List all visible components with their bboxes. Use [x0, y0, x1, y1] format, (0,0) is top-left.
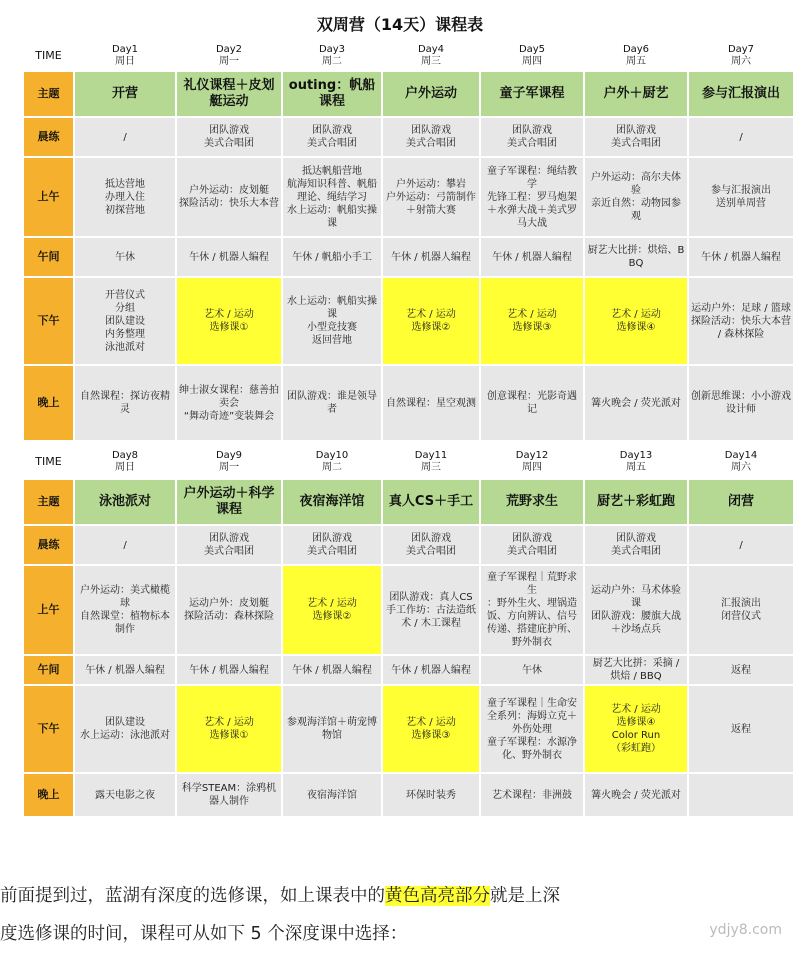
schedule-cell: 团队建设 水上运动：泳池派对: [74, 685, 176, 773]
day-header: Day13 周五: [584, 445, 688, 479]
elective-cell: 艺术 / 运动 选修课④: [584, 277, 688, 365]
schedule-week2: [22, 444, 795, 818]
schedule-cell: 环保时装秀: [382, 773, 480, 817]
schedule-cell: 童子军课程｜荒野求生 ：野外生火、埋锅造饭、方向辨认、信号传递、搭建庇护所、野外制衣: [480, 565, 584, 655]
schedule-cell: /: [74, 525, 176, 565]
time-header: TIME: [23, 445, 74, 479]
schedule-cell: 创意课程：光影奇遇记: [480, 365, 584, 441]
row-label-morning: 上午: [23, 157, 74, 237]
schedule-cell: 团队游戏：谁是领导者: [282, 365, 382, 441]
schedule-cell: 厨艺大比拼：采摘 / 烘焙 / BBQ: [584, 655, 688, 685]
schedule-cell: 团队游戏：真人CS 手工作坊：古法造纸术 / 木工课程: [382, 565, 480, 655]
schedule-cell: 午休 / 机器人编程: [176, 655, 282, 685]
schedule-cell: 艺术课程：非洲鼓: [480, 773, 584, 817]
elective-cell: 艺术 / 运动 选修课③: [382, 685, 480, 773]
schedule-cell: 篝火晚会 / 荧光派对: [584, 773, 688, 817]
schedule-cell: /: [74, 117, 176, 157]
schedule-cell: 午休: [480, 655, 584, 685]
elective-cell: 艺术 / 运动 选修课①: [176, 277, 282, 365]
schedule-cell: 团队游戏 美式合唱团: [480, 525, 584, 565]
schedule-cell: 午休 / 机器人编程: [282, 655, 382, 685]
paragraph-line-1: 前面提到过，蓝湖有深度的选修课，如上课表中的黄色高亮部分就是上深: [0, 886, 560, 906]
highlighted-phrase: 黄色高亮部分: [385, 886, 490, 906]
schedule-cell: 团队游戏 美式合唱团: [176, 117, 282, 157]
row-label-evening: 晚上: [23, 773, 74, 817]
schedule-week1: [22, 40, 795, 442]
theme-cell: 真人CS＋手工: [382, 479, 480, 525]
schedule-cell: 自然课程：星空观测: [382, 365, 480, 441]
theme-cell: 童子军课程: [480, 71, 584, 117]
theme-cell: 开营: [74, 71, 176, 117]
schedule-cell: 户外运动：高尔夫体验 亲近自然：动物园参观: [584, 157, 688, 237]
schedule-cell: 运动户外：马术体验课 团队游戏：腰旗大战＋沙场点兵: [584, 565, 688, 655]
day-header: Day7 周六: [688, 41, 794, 71]
day-header: Day11 周三: [382, 445, 480, 479]
schedule-cell: 户外运动：皮划艇 探险活动：快乐大本营: [176, 157, 282, 237]
day-header: Day8 周日: [74, 445, 176, 479]
schedule-cell: 运动户外：足球 / 篮球 探险活动：快乐大本营 / 森林探险: [688, 277, 794, 365]
schedule-cell: 返程: [688, 655, 794, 685]
row-label-morning-exercise: 晨练: [23, 525, 74, 565]
theme-cell: 礼仪课程＋皮划艇运动: [176, 71, 282, 117]
schedule-cell: 抵达帆船营地 航海知识科普、帆船理论、绳结学习 水上运动：帆船实操课: [282, 157, 382, 237]
day-header: Day1 周日: [74, 41, 176, 71]
day-header: Day12 周四: [480, 445, 584, 479]
day-header: Day9 周一: [176, 445, 282, 479]
schedule-cell: 童子军课程：绳结教学 先锋工程：罗马炮架＋水弹大战＋美式罗马大战: [480, 157, 584, 237]
schedule-cell: 团队游戏 美式合唱团: [282, 525, 382, 565]
theme-cell: 参与汇报演出: [688, 71, 794, 117]
theme-cell: 泳池派对: [74, 479, 176, 525]
schedule-cell: 午休 / 机器人编程: [480, 237, 584, 277]
schedule-cell: 午休 / 机器人编程: [688, 237, 794, 277]
schedule-cell: 团队游戏 美式合唱团: [282, 117, 382, 157]
elective-cell: 艺术 / 运动 选修课②: [282, 565, 382, 655]
day-header: Day4 周三: [382, 41, 480, 71]
schedule-cell: 夜宿海洋馆: [282, 773, 382, 817]
schedule-cell: 返程: [688, 685, 794, 773]
theme-cell: 户外运动: [382, 71, 480, 117]
schedule-cell: 抵达营地 办理入住 初探营地: [74, 157, 176, 237]
schedule-cell: 户外运动：攀岩 户外运动：弓箭制作＋射箭大赛: [382, 157, 480, 237]
paragraph-line-2: 度选修课的时间，课程可从如下 5 个深度课中选择：: [0, 924, 408, 944]
schedule-cell: 厨艺大比拼：烘焙、BBQ: [584, 237, 688, 277]
schedule-cell: 童子军课程｜生命安全系列：海姆立克＋外伤处理 童子军课程：水源净化、野外制衣: [480, 685, 584, 773]
schedule-cell: 午休 / 帆船小手工: [282, 237, 382, 277]
schedule-cell: 绅士淑女课程：慈善拍卖会 “舞动奇迹”变装舞会: [176, 365, 282, 441]
day-header: Day10 周二: [282, 445, 382, 479]
schedule-cell: 参观海洋馆＋萌宠博物馆: [282, 685, 382, 773]
day-header: Day2 周一: [176, 41, 282, 71]
schedule-cell: 水上运动：帆船实操课 小型竞技赛 返回营地: [282, 277, 382, 365]
schedule-cell: 篝火晚会 / 荧光派对: [584, 365, 688, 441]
schedule-cell: 团队游戏 美式合唱团: [176, 525, 282, 565]
day-header: Day5 周四: [480, 41, 584, 71]
theme-cell: 闭营: [688, 479, 794, 525]
schedule-cell: 团队游戏 美式合唱团: [584, 525, 688, 565]
schedule-cell: 午休 / 机器人编程: [382, 237, 480, 277]
row-label-afternoon: 下午: [23, 277, 74, 365]
time-header: TIME: [23, 41, 74, 71]
schedule-cell: 露天电影之夜: [74, 773, 176, 817]
schedule-cell: 户外运动：美式橄榄球 自然课堂：植物标本制作: [74, 565, 176, 655]
schedule-cell: 团队游戏 美式合唱团: [382, 525, 480, 565]
schedule-cell: /: [688, 525, 794, 565]
page-title: 双周营（14天）课程表: [316, 15, 484, 34]
schedule-cell: 午休: [74, 237, 176, 277]
schedule-cell: 参与汇报演出 送别单周营: [688, 157, 794, 237]
day-header: Day6 周五: [584, 41, 688, 71]
theme-cell: 荒野求生: [480, 479, 584, 525]
elective-cell: 艺术 / 运动 选修课③: [480, 277, 584, 365]
schedule-cell: 团队游戏 美式合唱团: [584, 117, 688, 157]
day-header: Day14 周六: [688, 445, 794, 479]
theme-cell: 夜宿海洋馆: [282, 479, 382, 525]
row-label-evening: 晚上: [23, 365, 74, 441]
schedule-cell: 自然课程：探访夜精灵: [74, 365, 176, 441]
schedule-cell: 团队游戏 美式合唱团: [480, 117, 584, 157]
schedule-cell: 团队游戏 美式合唱团: [382, 117, 480, 157]
row-label-theme: 主题: [23, 479, 74, 525]
theme-cell: 厨艺＋彩虹跑: [584, 479, 688, 525]
schedule-cell: 午休 / 机器人编程: [176, 237, 282, 277]
elective-cell: 艺术 / 运动 选修课④ Color Run （彩虹跑）: [584, 685, 688, 773]
schedule-cell: /: [688, 117, 794, 157]
watermark: ydjy8.com: [709, 922, 782, 938]
row-label-morning: 上午: [23, 565, 74, 655]
day-header: Day3 周二: [282, 41, 382, 71]
schedule-cell: 午休 / 机器人编程: [74, 655, 176, 685]
row-label-afternoon: 下午: [23, 685, 74, 773]
row-label-noon: 午间: [23, 237, 74, 277]
schedule-cell: 运动户外：皮划艇 探险活动：森林探险: [176, 565, 282, 655]
theme-cell: outing：帆船课程: [282, 71, 382, 117]
schedule-cell: 创新思维课：小小游戏设计师: [688, 365, 794, 441]
theme-cell: 户外＋厨艺: [584, 71, 688, 117]
row-label-noon: 午间: [23, 655, 74, 685]
schedule-cell: [688, 773, 794, 817]
schedule-cell: 科学STEAM：涂鸦机器人制作: [176, 773, 282, 817]
row-label-morning-exercise: 晨练: [23, 117, 74, 157]
theme-cell: 户外运动＋科学课程: [176, 479, 282, 525]
schedule-cell: 汇报演出 闭营仪式: [688, 565, 794, 655]
schedule-cell: 午休 / 机器人编程: [382, 655, 480, 685]
elective-cell: 艺术 / 运动 选修课①: [176, 685, 282, 773]
schedule-cell: 开营仪式 分组 团队建设 内务整理 泳池派对: [74, 277, 176, 365]
row-label-theme: 主题: [23, 71, 74, 117]
elective-cell: 艺术 / 运动 选修课②: [382, 277, 480, 365]
